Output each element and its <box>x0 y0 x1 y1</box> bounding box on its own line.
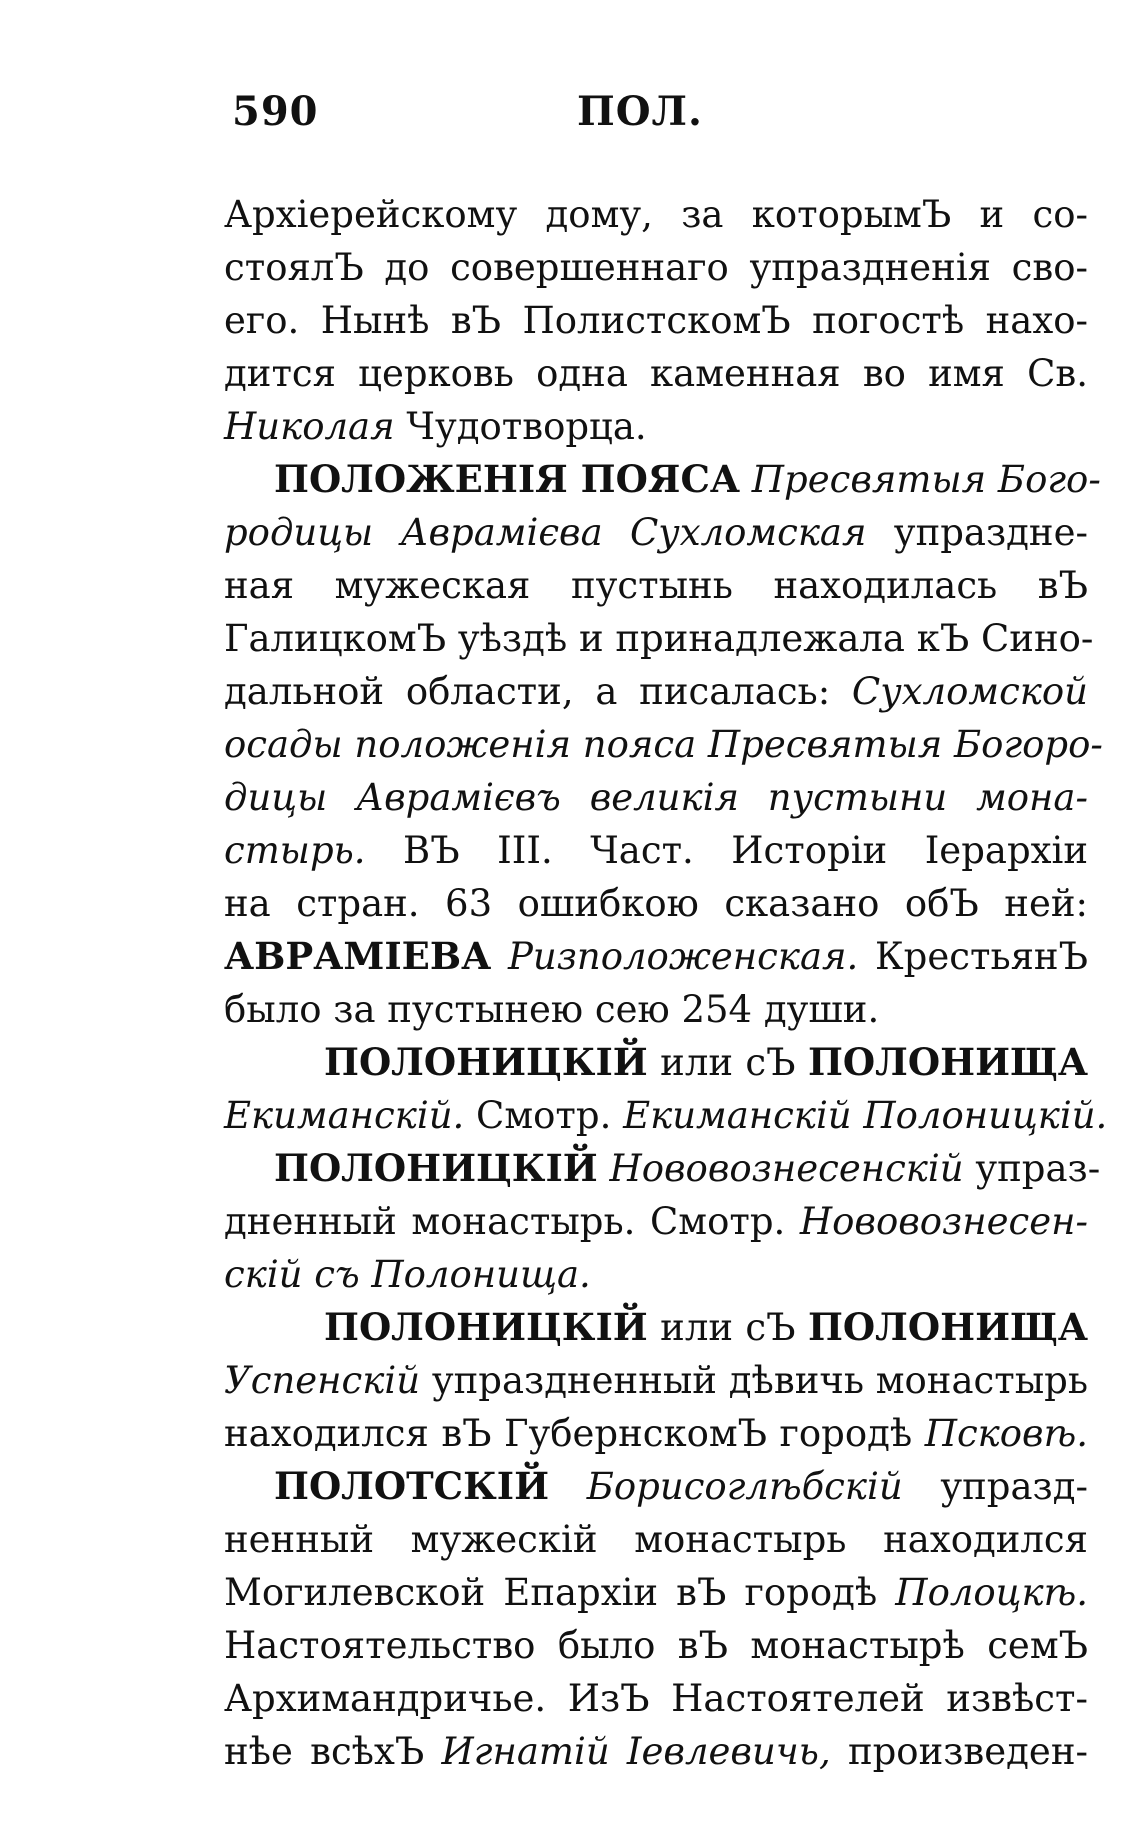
running-title: ПОЛ. <box>577 88 703 135</box>
text-span: произведен- <box>830 1730 1088 1773</box>
text-line: дится церковь одна каменная во имя Св. <box>224 352 1088 395</box>
italic-name: Николая <box>224 405 395 448</box>
entry-heading-line <box>224 1301 1088 1354</box>
text-span: упраздненный дѣвичь монастырь <box>420 1359 1088 1402</box>
entry-heading-line <box>224 1036 1088 1089</box>
italic-name: Успенскій <box>224 1359 421 1402</box>
italic-name: скій съ Полонища. <box>224 1253 591 1296</box>
text-line <box>224 665 1088 718</box>
entry-heading: ПОЛОНИЦКІЙ <box>274 1146 598 1190</box>
text-line <box>224 1725 1088 1778</box>
text-span: Смотр. <box>464 1094 624 1137</box>
italic-name: осады положенія пояса Пресвятыя Богоро- <box>224 723 1103 766</box>
text-span: упразд- <box>902 1465 1088 1508</box>
italic-name: Нововознесенскій <box>597 1147 964 1190</box>
italic-name: дицы Аврамієвъ великія пустыни мона- <box>224 776 1088 819</box>
text-line <box>224 1354 1088 1407</box>
text-line <box>224 1195 1088 1248</box>
entry-heading: АВРАМІЕВА <box>224 934 492 978</box>
body-text <box>224 188 1108 1778</box>
italic-name: Сухломской <box>851 670 1088 713</box>
text-line: было за пустынею сею 254 души. <box>224 988 880 1031</box>
text-line: ненный мужескій монастырь находился <box>224 1518 1088 1561</box>
italic-name: Екиманскій. <box>224 1094 465 1137</box>
entry-heading: ПОЛОЖЕНІЯ ПОЯСА <box>274 457 741 501</box>
text-line <box>224 718 1103 771</box>
text-line: стоялЪ до совершеннаго упраздненія сво- <box>224 246 1088 289</box>
text-span: дненный монастырь. Смотр. <box>224 1200 800 1243</box>
italic-name: Екиманскій Полоницкій. <box>623 1094 1108 1137</box>
text-span: ВЪ III. Част. Исторіи Іерархіи <box>365 829 1088 872</box>
entry-heading: ПОЛОНИЦКІЙ <box>324 1040 648 1084</box>
entry-heading-line <box>224 1460 1088 1513</box>
text-line: Настоятельство было вЪ монастырѣ семЪ <box>224 1624 1088 1667</box>
text-span: или сЪ <box>647 1041 808 1084</box>
entry-heading-line <box>224 1142 1101 1195</box>
text-line <box>224 1248 1088 1301</box>
text-line: его. Нынѣ вЪ ПолистскомЪ погостѣ нахо- <box>224 299 1088 342</box>
entry-heading: ПОЛОТСКІЙ <box>274 1464 550 1508</box>
text-line <box>224 824 1088 877</box>
text-span: нѣе всѣхЪ <box>224 1730 442 1773</box>
italic-name: Полоцкѣ. <box>895 1571 1088 1614</box>
text-span: находился вЪ ГубернскомЪ городѣ <box>224 1412 925 1455</box>
entry-heading: ПОЛОНИЩА <box>807 1305 1088 1349</box>
italic-name: Ризположенская. <box>491 935 859 978</box>
text-span: упраздне- <box>866 511 1088 554</box>
text-line: на стран. 63 ошибкою сказано обЪ ней: <box>224 882 1088 925</box>
italic-name: Игнатій Іевлевичь, <box>441 1730 831 1773</box>
text-span: или сЪ <box>647 1306 808 1349</box>
italic-name: Псковѣ. <box>924 1412 1088 1455</box>
text-span: упраз- <box>963 1147 1101 1190</box>
text-span: КрестьянЪ <box>858 935 1088 978</box>
page-number: 590 <box>232 88 319 135</box>
text-line <box>224 506 1088 559</box>
italic-name: стырь. <box>224 829 366 872</box>
text-span: дальной области, а писалась: <box>224 670 852 713</box>
entry-heading: ПОЛОНИЩА <box>807 1040 1088 1084</box>
text-line: ная мужеская пустынь находилась вЪ <box>224 564 1088 607</box>
italic-name: Борисоглѣбскій <box>549 1465 903 1508</box>
text-line <box>224 930 1088 983</box>
text-line: ГалицкомЪ уѣздѣ и принадлежала кЪ Сино- <box>224 617 1094 660</box>
text-span: Чудотворца. <box>394 405 647 448</box>
text-line <box>224 771 1088 824</box>
text-line: Архимандричье. ИзЪ Настоятелей извѣст- <box>224 1677 1088 1720</box>
text-line <box>224 1407 1088 1460</box>
text-line <box>224 1566 1088 1619</box>
italic-name: родицы Аврамієва Сухломская <box>224 511 867 554</box>
text-span: Могилевской Епархіи вЪ городѣ <box>224 1571 896 1614</box>
italic-name: Нововознесен- <box>799 1200 1088 1243</box>
italic-name: Пресвятыя Бого- <box>740 458 1101 501</box>
text-line <box>224 400 1088 453</box>
text-line: Архіерейскому дому, за которымЪ и со- <box>224 193 1088 236</box>
entry-heading: ПОЛОНИЦКІЙ <box>324 1305 648 1349</box>
text-line <box>224 1089 1108 1142</box>
entry-heading-line <box>224 453 1101 506</box>
